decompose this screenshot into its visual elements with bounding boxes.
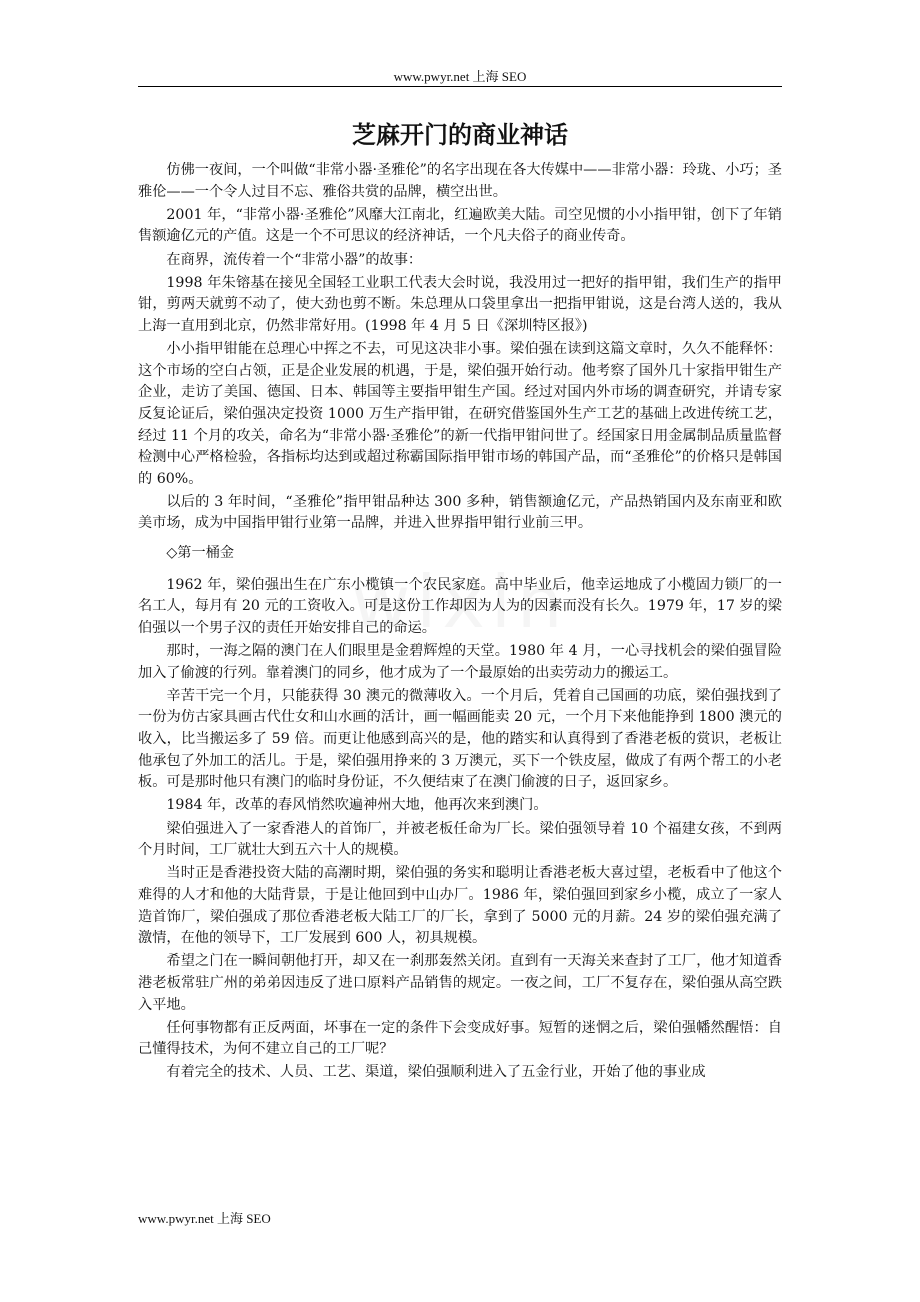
paragraph: 以后的 3 年时间，“圣雅伦”指甲钳品种达 300 多种，销售额逾亿元，产品热销国内及东南亚和欧美市场，成为中国指甲钳行业第一品牌，并进入世界指甲钳行业前三甲。 bbox=[138, 493, 782, 532]
paragraph: 2001 年，“非常小器·圣雅伦”风靡大江南北，红遍欧美大陆。司空见惯的小小指甲钳，创下了年销售额逾亿元的产值。这是一个不可思议的经济神话，一个凡夫俗子的商业传奇。 bbox=[138, 206, 782, 245]
paragraph: 在商界，流传着一个“非常小器”的故事： bbox=[166, 251, 423, 268]
paragraph: 希望之门在一瞬间朝他打开，却又在一刹那轰然关闭。直到有一天海关来查封了工厂，他才知道香港老板常驻广州的弟弟因违反了进口原料产品销售的规定。一夜之间，工厂不复存在，梁伯强从高空跌入平地。 bbox=[138, 953, 782, 1013]
section-heading: ◇第一桶金 bbox=[166, 545, 235, 562]
header-divider bbox=[138, 86, 782, 87]
paragraph: 有着完全的技术、人员、工艺、渠道，梁伯强顺利进入了五金行业，开始了他的事业成 bbox=[166, 1064, 706, 1081]
document-title: 芝麻开门的商业神话 bbox=[352, 121, 568, 149]
paragraph: 1962 年，梁伯强出生在广东小榄镇一个农民家庭。高中毕业后，他幸运地成了小榄固力锁厂的一名工人，每月有 20 元的工资收入。可是这份工作却因为人为的因素而没有长久。1979 年，17 岁的梁伯强以一个男子汉的责任开始安排自己的命运。 bbox=[138, 576, 782, 636]
paragraph: 当时正是香港投资大陆的高潮时期，梁伯强的务实和聪明让香港老板大喜过望，老板看中了他这个难得的人才和他的大陆背景，于是让他回到中山办厂。1986 年，梁伯强回到家乡小榄，成立了一家人造首饰厂，梁伯强成了那位香港老板大陆工厂的厂长，拿到了 5000 元的月薪。24 岁的梁伯强充满了激情，在他的领导下，工厂发展到 600 人，初具规模。 bbox=[138, 865, 782, 947]
document-body bbox=[138, 118, 782, 1086]
page-footer: www.pwyr.net 上海 SEO bbox=[138, 1211, 271, 1226]
paragraph: 1998 年朱镕基在接见全国轻工业职工代表大会时说，我没用过一把好的指甲钳，我们生产的指甲钳，剪两天就剪不动了，使大劲也剪不断。朱总理从口袋里拿出一把指甲钳说，这是台湾人送的，我从上海一直用到北京，仍然非常好用。(1998 年 4 月 5 日《深圳特区报》) bbox=[138, 274, 782, 334]
paragraph: 任何事物都有正反两面，坏事在一定的条件下会变成好事。短暂的迷惘之后，梁伯强幡然醒悟：自己懂得技术，为何不建立自己的工厂呢？ bbox=[138, 1019, 782, 1058]
paragraph: 梁伯强进入了一家香港人的首饰厂，并被老板任命为厂长。梁伯强领导着 10 个福建女孩，不到两个月时间，工厂就壮大到五六十人的规模。 bbox=[138, 820, 782, 859]
page-header: www.pwyr.net 上海 SEO bbox=[393, 69, 527, 84]
paragraph: 1984 年，改革的春风悄然吹遍神州大地，他再次来到澳门。 bbox=[166, 797, 548, 814]
paragraph: 那时，一海之隔的澳门在人们眼里是金碧辉煌的天堂。1980 年 4 月，一心寻找机会的梁伯强冒险加入了偷渡的行列。靠着澳门的同乡，他才成为了一个最原始的出卖劳动力的搬运工。 bbox=[138, 643, 782, 681]
paragraph: 辛苦干完一个月，只能获得 30 澳元的微薄收入。一个月后，凭着自己国画的功底，梁伯强找到了一份为仿古家具画古代仕女和山水画的活计，画一幅画能卖 20 元，一个月下来他能挣到 1800 澳元的收入，比当搬运多了 59 倍。而更让他感到高兴的是，他的踏实和认真得到了香港老板的赏识，老板让他承包了外加工的活儿。于是，梁伯强用挣来的 3 万澳元，买下一个铁皮屋，做成了有两个帮工的小老板。可是那时他只有澳门的临时身份证，不久便结束了在澳门偷渡的日子，返回家乡。 bbox=[138, 687, 782, 791]
paragraph: 仿佛一夜间，一个叫做“非常小器·圣雅伦”的名字出现在各大传媒中——非常小器：玲珑、小巧；圣雅伦——一个令人过目不忘、雅俗共赏的品牌，横空出世。 bbox=[138, 162, 782, 200]
paragraph: 小小指甲钳能在总理心中挥之不去，可见这决非小事。梁伯强在读到这篇文章时，久久不能释怀：这个市场的空白占领，正是企业发展的机遇，于是，梁伯强开始行动。他考察了国外几十家指甲钳生产企业，走访了美国、德国、日本、韩国等主要指甲钳生产国。经过对国内外市场的调查研究，并请专家反复论证后，梁伯强决定投资 1000 万生产指甲钳，在研究借鉴国外生产工艺的基础上改进传统工艺，经过 11 个月的攻关，命名为“非常小器·圣雅伦”的新一代指甲钳问世了。经国家日用金属制品质量监督检测中心严格检验，各指标均达到或超过称霸国际指甲钳市场的韩国产品，而“圣雅伦”的价格只是韩国的 60%。 bbox=[138, 341, 782, 487]
